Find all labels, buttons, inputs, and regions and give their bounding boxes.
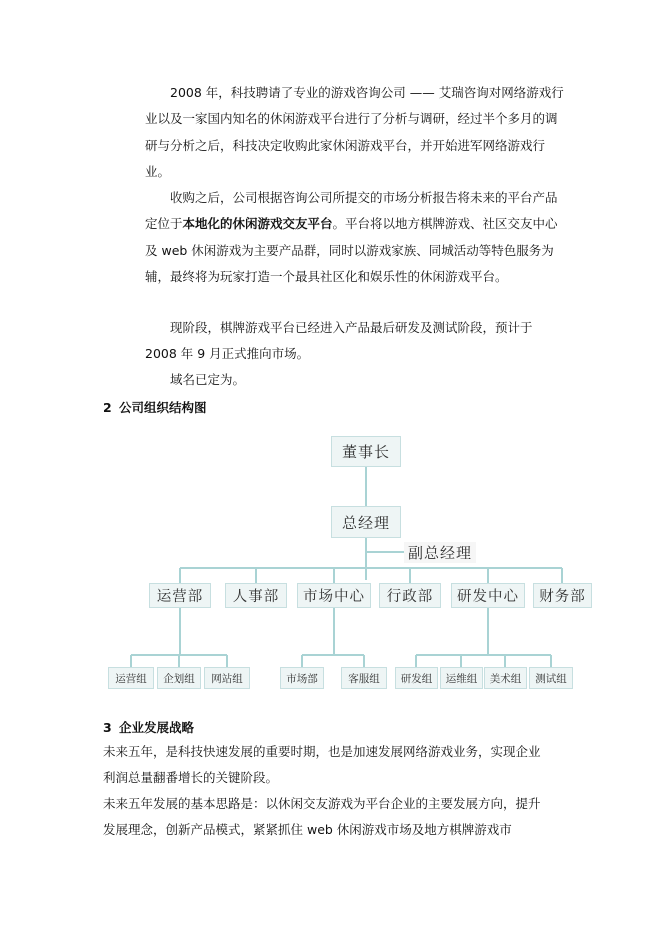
strategy-paragraph-2 — [103, 791, 548, 844]
strategy-paragraph-1 — [103, 739, 548, 792]
org-group-ops-maintenance: 运维组 — [440, 667, 483, 689]
org-group-ops: 运营组 — [108, 667, 154, 689]
intro-p2-post: 。平台将以地方棋牌游戏、社区交友中心及 web 休闲游戏为主要产品群，同时以游戏家族、同城活动等特色服务为辅，最终将为玩家打造一个最具社区化和娱乐性的休闲游戏平台。 — [145, 216, 558, 284]
strategy-p2-text: 未来五年发展的基本思路是：以休闲交友游戏为平台企业的主要发展方向，提升发展理念，创新产品模式，紧紧抓住 web 休闲游戏市场及地方棋牌游戏市 — [103, 796, 541, 838]
section-3-title: 企业发展战略 — [119, 720, 195, 735]
org-group-website: 网站组 — [204, 667, 250, 689]
org-dept-hr: 人事部 — [225, 583, 287, 608]
product-positioning: 本地化的休闲游戏交友平台 — [182, 216, 333, 232]
org-group-customer-service: 客服组 — [341, 667, 387, 689]
org-dept-operations: 运营部 — [149, 583, 211, 608]
org-dept-marketing-center: 市场中心 — [297, 583, 371, 608]
intro-p1-text: 2008 年，科技聘请了专业的游戏咨询公司 —— 艾瑞咨询对网络游戏行业以及一家国内知名的休闲游戏平台进行了分析与调研，经过半个多月的调研与分析之后，科技决定收购此家休闲游戏平台，并开始进军网络游戏行业。 — [145, 85, 564, 179]
section-2-title: 公司组织结构图 — [119, 400, 207, 415]
org-chairman: 董事长 — [331, 436, 401, 467]
intro-p4-text: 域名已定为。 — [170, 372, 246, 387]
intro-p2-pre: 收购之后，公司根据咨询公司所提交的市场分析报告将未来的平台产品定位于 — [145, 190, 558, 232]
org-general-manager: 总经理 — [331, 506, 401, 538]
strategy-p1-text: 未来五年，是科技快速发展的重要时期，也是加速发展网络游戏业务，实现企业利润总量翻番增长的关键阶段。 — [103, 744, 541, 786]
org-group-rd: 研发组 — [395, 667, 438, 689]
org-dept-rd-center: 研发中心 — [451, 583, 525, 608]
org-vice-general-manager: 副总经理 — [404, 542, 476, 563]
org-group-planning: 企划组 — [157, 667, 201, 689]
org-group-testing: 测试组 — [529, 667, 573, 689]
intro-p3-text: 现阶段，棋牌游戏平台已经进入产品最后研发及测试阶段，预计于 2008 年 9 月正式推向市场。 — [145, 320, 533, 362]
section-2-number: 2 — [103, 400, 112, 415]
section-3-heading — [103, 718, 194, 736]
org-group-art: 美术组 — [484, 667, 527, 689]
org-dept-finance: 财务部 — [533, 583, 592, 608]
org-dept-admin: 行政部 — [379, 583, 441, 608]
section-3-number: 3 — [103, 720, 112, 735]
org-group-market: 市场部 — [280, 667, 324, 689]
